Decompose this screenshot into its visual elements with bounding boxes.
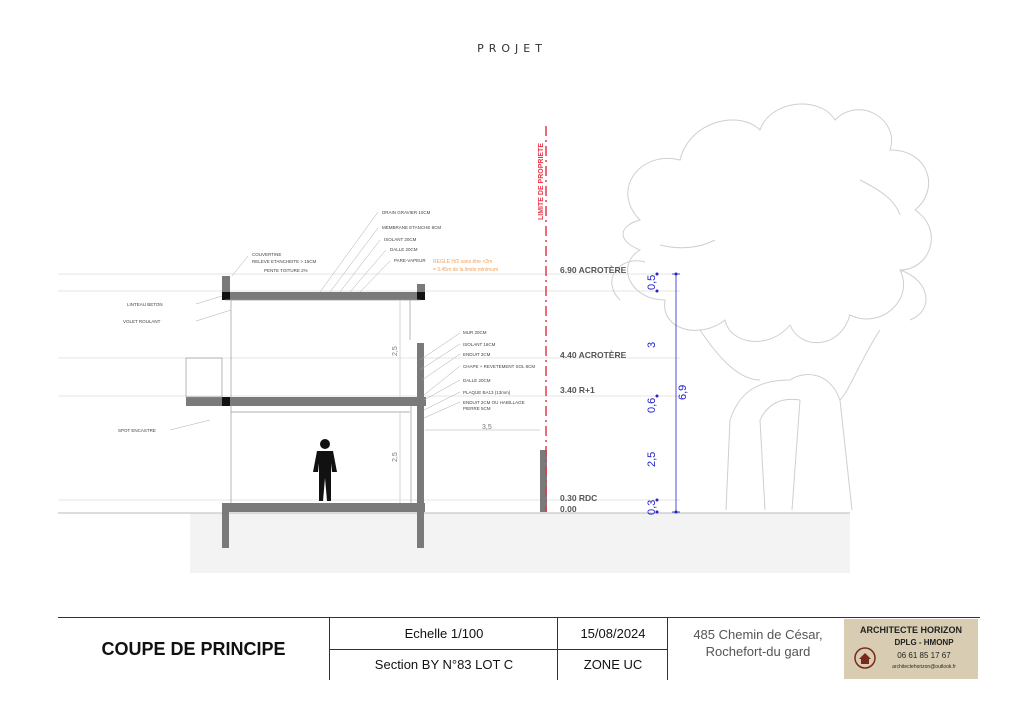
left-note-lintel: LINTEAU BETON — [127, 302, 163, 307]
title-block — [58, 617, 980, 680]
property-limit-label: LIMITE DE PROPRIETE — [538, 142, 545, 220]
dim-3: 3 — [646, 341, 658, 348]
setback-dim: 3,5 — [482, 424, 492, 431]
wall-layer-5: DALLE 20CM — [463, 378, 491, 383]
level-label-acrotere-top: 6.90 ACROTÈRE — [560, 265, 627, 275]
regulation-note-1: REGLE H/2 sans être <2m — [433, 259, 493, 265]
wall-layer-2: ISOLANT 16CM — [463, 342, 496, 347]
parapet-left — [222, 276, 230, 294]
roof-layer-4: DALLE 20CM — [390, 247, 418, 252]
architect-logo — [844, 619, 978, 679]
roof-layer-2: MEMBRANE ETANCHE 8CM — [382, 225, 442, 230]
roof-layer-5: PARE-VAPEUR — [394, 258, 426, 263]
address-line-2: Rochefort-du gard — [705, 644, 811, 659]
architect-credentials: DPLG - HMONP — [894, 638, 954, 647]
wall-layer-4: CHAPE + REVETEMENT SOL 8CM — [463, 364, 536, 369]
wall-layer-8: PIERRE 5CM — [463, 406, 491, 411]
project-address — [668, 626, 848, 660]
dim-0-6: 0,6 — [646, 397, 658, 413]
foundation-left — [222, 512, 229, 548]
dim-0-5: 0,5 — [646, 274, 658, 290]
architect-email: architectehorizon@outlook.fr — [892, 664, 956, 670]
date-cell: 15/08/2024 — [557, 618, 668, 650]
zone-cell: ZONE UC — [557, 649, 668, 680]
roof-slab — [222, 292, 425, 300]
ground-floor-slab — [222, 503, 425, 512]
lower-height-dim: 2,5 — [392, 452, 399, 462]
human-scale-figure — [313, 439, 337, 501]
left-note-spot: SPOT ENCASTRE — [118, 428, 156, 433]
drawing-title: COUPE DE PRINCIPE — [101, 638, 286, 659]
upper-height-dim: 2,5 — [392, 346, 399, 356]
page-title: PROJET — [477, 42, 547, 55]
level-label-r1: 3.40 R+1 — [560, 385, 595, 395]
dim-2-5: 2,5 — [646, 451, 658, 467]
section-cell: Section BY N°83 LOT C — [329, 649, 558, 680]
wall-layer-3: ENDUIT 3CM — [463, 352, 491, 357]
tree-illustration — [612, 104, 932, 510]
level-label-rdc: 0.30 RDC — [560, 493, 598, 503]
wall-layer-1: MUR 20CM — [463, 330, 487, 335]
regulation-note-2: = 3.45m de la limite minimum — [433, 267, 499, 273]
roof-layer-3: ISOLANT 20CM — [384, 237, 417, 242]
roof-layer-1: DRAIN GRAVIER 10CM — [382, 210, 431, 215]
roof-edge-note-2: RELEVE ETANCHEITE > 15CM — [252, 259, 317, 264]
dim-0-3: 0,3 — [646, 499, 658, 515]
level-label-acrotere-mid: 4.40 ACROTÈRE — [560, 350, 627, 360]
house-icon — [854, 647, 876, 669]
wall-layer-6: PLAQUE BA13 (13mm) — [463, 390, 511, 395]
roof-edge-note-3: PENTE TOITURE 2% — [264, 268, 308, 273]
foundation-right — [417, 512, 424, 548]
roof-edge-note-1: COUVERTINE — [252, 252, 282, 257]
scale-cell: Echelle 1/100 — [329, 618, 558, 650]
architect-phone: 06 61 85 17 67 — [897, 651, 951, 660]
wall-layer-7: ENDUIT 2CM OU HABILLAGE — [463, 400, 525, 405]
address-line-1: 485 Chemin de César, — [693, 627, 823, 642]
ground-hatch — [190, 513, 850, 573]
level-label-zero: 0.00 — [560, 504, 577, 514]
left-note-shutter: VOLET ROULANT — [123, 319, 161, 324]
dim-total-6-9: 6,9 — [677, 384, 689, 400]
architect-name: ARCHITECTE HORIZON — [860, 625, 962, 635]
